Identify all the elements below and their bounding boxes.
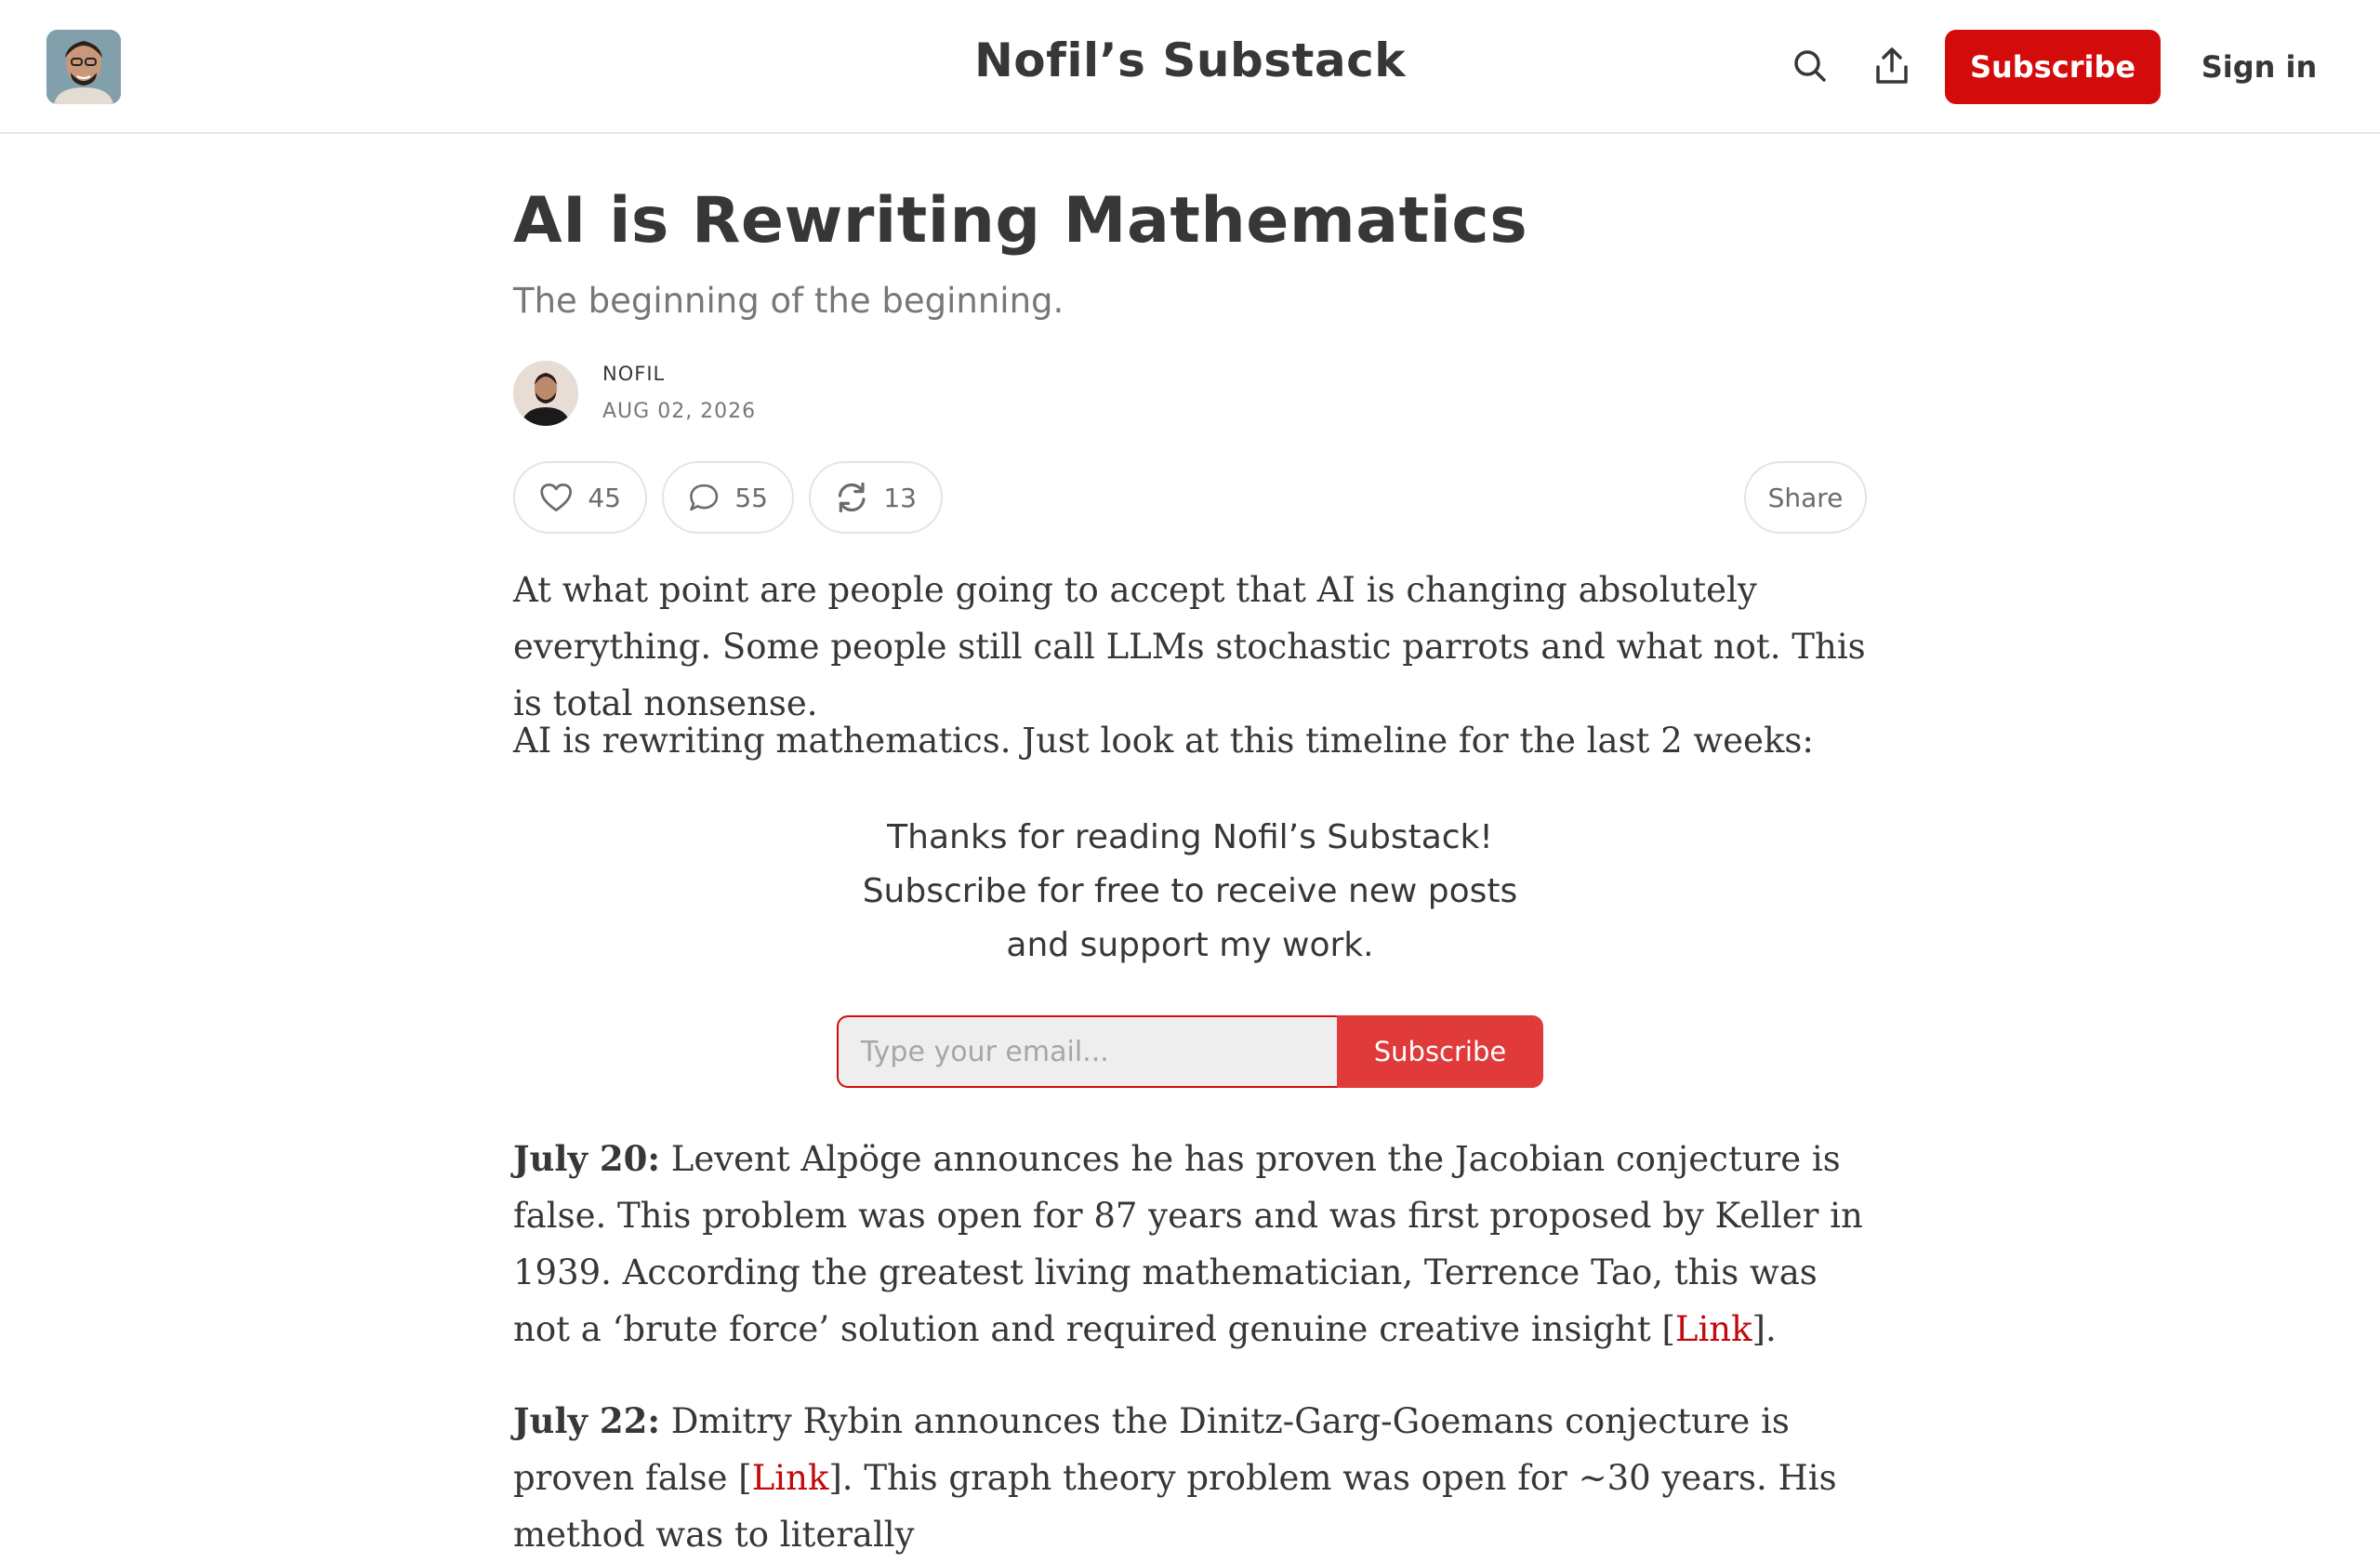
- site-title[interactable]: Nofil’s Substack: [973, 33, 1407, 87]
- entry-text: Dmitry Rybin announces the Dinitz-Garg-Goemans conjecture is proven false [: [513, 1401, 1790, 1498]
- email-input[interactable]: Type your email...: [837, 1015, 1339, 1088]
- share-upload-icon[interactable]: [1871, 45, 1913, 87]
- author-name[interactable]: NOFIL: [602, 363, 666, 385]
- body-paragraph: AI is rewriting mathematics. Just look at this timeline for the last 2 weeks:: [513, 721, 1814, 761]
- subscribe-cta-text: [725, 811, 1655, 973]
- entry-text-continued: ]. This graph theory problem was open for ~30 years. His method was to literally: [513, 1458, 1837, 1555]
- search-icon[interactable]: [1789, 45, 1831, 87]
- cta-line: Thanks for reading Nofil’s Substack!: [887, 818, 1493, 856]
- timeline-entry: [513, 1393, 1880, 1563]
- restack-button[interactable]: [809, 461, 943, 534]
- entry-text-end: ].: [1752, 1309, 1777, 1349]
- like-button[interactable]: [513, 461, 647, 534]
- entry-text: Levent Alpöge announces he has proven the Jacobian conjecture is false. This problem was open for 87 years and was first proposed by Keller in 1939. According the greatest living mathematician, Terrence Tao, this was not a ‘brute force’ solution and required genuine creative insight [: [513, 1139, 1863, 1349]
- post-subtitle: The beginning of the beginning.: [513, 281, 1064, 321]
- top-navigation-bar: [0, 0, 2380, 134]
- body-paragraph: At what point are people going to accept that AI is changing absolutely everything. Some people still call LLMs stochastic parrots and what not. This is total nonsense.: [513, 570, 1866, 723]
- post-title: AI is Rewriting Mathematics: [513, 184, 1528, 258]
- author-avatar[interactable]: [513, 361, 578, 426]
- sign-in-button[interactable]: Sign in: [2201, 49, 2318, 85]
- email-subscribe-button[interactable]: Subscribe: [1337, 1015, 1543, 1088]
- entry-link[interactable]: Link: [1674, 1309, 1752, 1349]
- cta-line: Subscribe for free to receive new posts: [862, 872, 1518, 910]
- entry-link[interactable]: Link: [751, 1458, 829, 1498]
- entry-date: July 22:: [513, 1400, 660, 1441]
- comment-count: 55: [734, 482, 768, 513]
- header-subscribe-button[interactable]: Subscribe: [1945, 30, 2161, 104]
- heart-icon: [539, 481, 573, 514]
- comments-button[interactable]: [662, 461, 794, 534]
- timeline-entry: [513, 1131, 1880, 1358]
- post-date: AUG 02, 2026: [602, 400, 757, 423]
- comment-bubble-icon: [688, 480, 720, 515]
- share-label: Share: [1767, 482, 1844, 513]
- restack-count: 13: [883, 482, 917, 513]
- restack-icon: [835, 479, 868, 516]
- share-button[interactable]: [1744, 461, 1867, 534]
- like-count: 45: [588, 482, 621, 513]
- entry-date: July 20:: [513, 1138, 660, 1179]
- cta-line: and support my work.: [1006, 926, 1374, 964]
